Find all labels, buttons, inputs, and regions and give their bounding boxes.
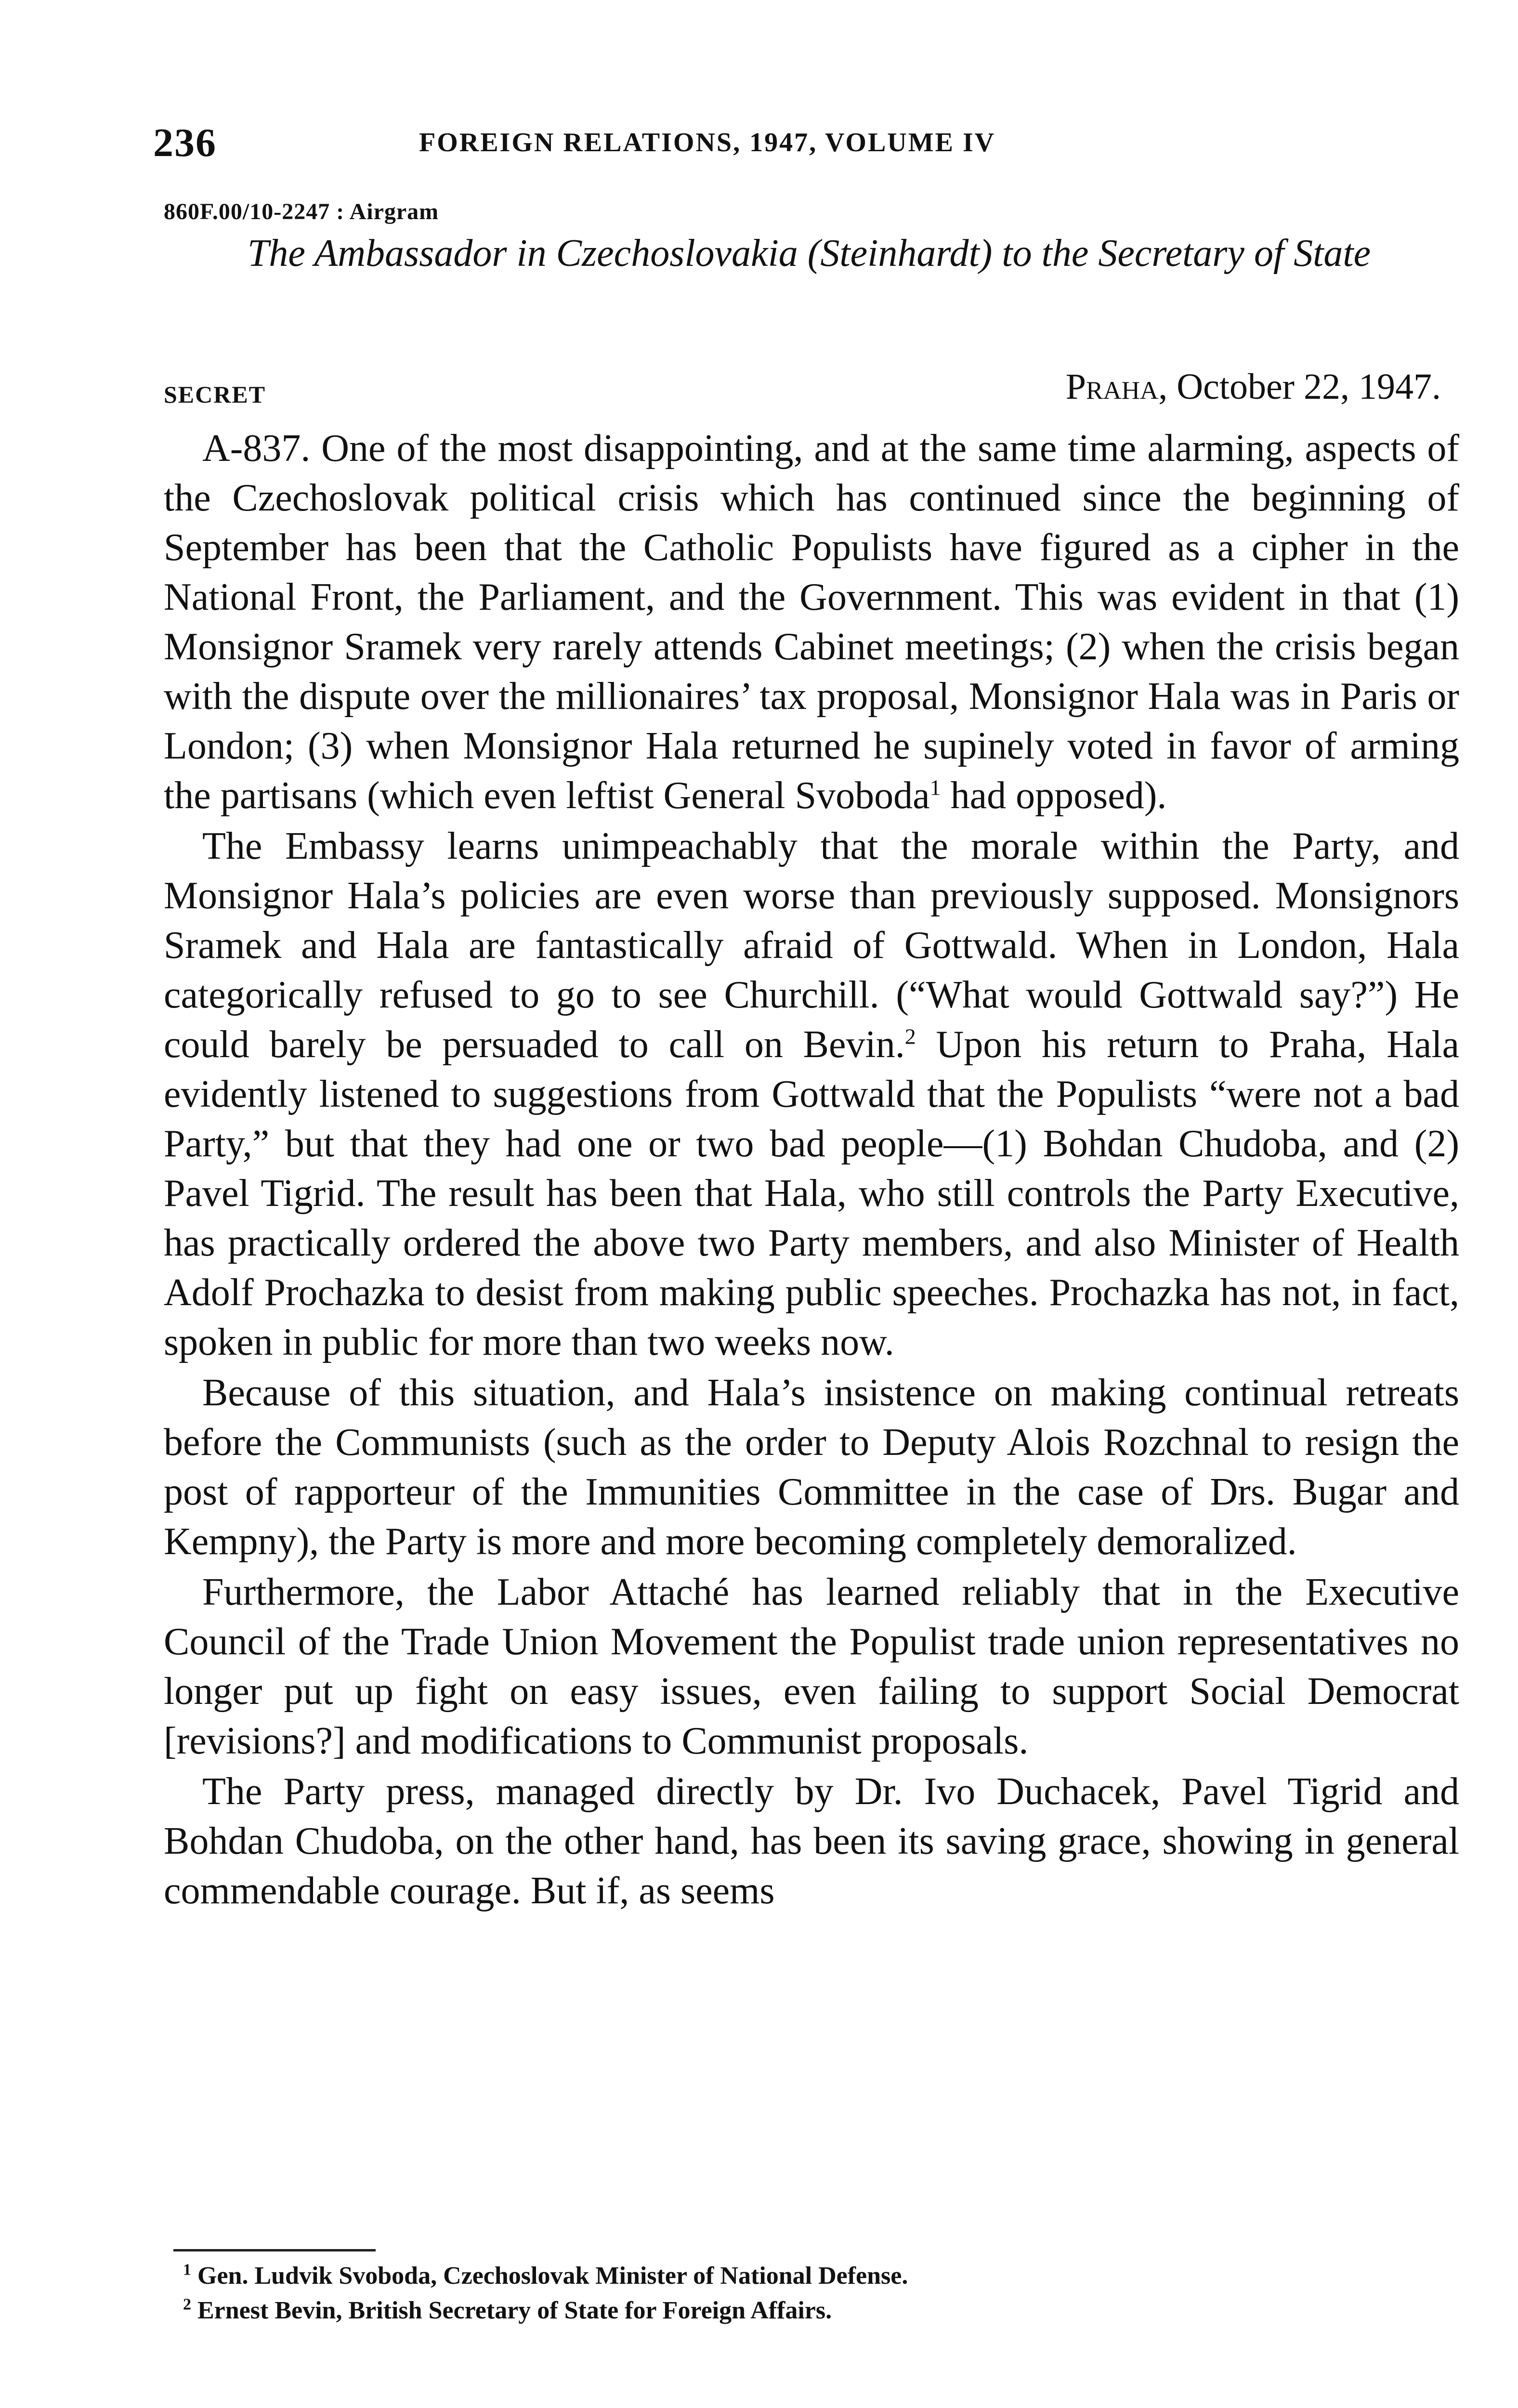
paragraph-2-text-a: The Embassy learns unimpeachably that the morale within the Party, and Monsignor Hala’s policies are even worse than previously supposed. Monsignors Sramek and Hala are fantastically afraid of Gottwald. When in London, Hala categorically refused to go to see Churchill. (“What would Gottwald say?”) He could barely be persuaded to call on Bevin. xyxy=(164,825,1459,1066)
paragraph-1-text-a: A-837. One of the most disappointing, and at the same time alarming, aspects of the Czechoslovak political crisis which has continued since the beginning of September has been that the Catholic Populists have figured as a cipher in the National Front, the Parliament, and the Government. This was evident in that (1) Monsignor Sramek very rarely attends Cabinet meetings; (2) when the crisis began with the dispute over the millionaires’ tax proposal, Monsignor Hala was in Paris or London; (3) when Monsignor Hala returned he supinely voted in favor of arming the partisans (which even leftist General Svoboda xyxy=(164,427,1459,817)
footnote-ref-2: 2 xyxy=(904,1024,916,1049)
running-title: FOREIGN RELATIONS, 1947, VOLUME IV xyxy=(419,128,996,157)
paragraph-1-text-b: had opposed). xyxy=(941,774,1167,817)
place-name: Praha, xyxy=(1065,366,1168,407)
paragraph-4: Furthermore, the Labor Attaché has learned reliably that in the Executive Council of the Trade Union Movement the Populist trade union representatives no longer put up fight on easy issues, even failing to support Social Democrat [revisions?] and modifications to Communist proposals. xyxy=(164,1571,1459,1762)
page-header xyxy=(153,119,1463,172)
footnotes xyxy=(183,2259,1454,2328)
footnote-marker-2: 2 xyxy=(183,2295,191,2314)
document-title: The Ambassador in Czechoslovakia (Steinhardt) to the Secretary of State xyxy=(247,232,1371,275)
document-date: October 22, 1947. xyxy=(1177,366,1441,407)
footnote-marker-1: 1 xyxy=(183,2261,191,2279)
paragraph-5: The Party press, managed directly by Dr. Ivo Duchacek, Pavel Tigrid and Bohdan Chudoba, on the other hand, has been its saving grace, showing in general commendable courage. But if, as seems xyxy=(164,1770,1459,1912)
place-date-line xyxy=(1066,366,1441,408)
page-number: 236 xyxy=(153,120,217,165)
paragraph-2-text-b: Upon his return to Praha, Hala evidently listened to suggestions from Gottwald that the Populists “were not a bad Party,” but that they had one or two bad people—(1) Bohdan Chudoba, and (2) Pavel Tigrid. The result has been that Hala, who still controls the Party Executive, has practically ordered the above two Party members, and also Minister of Health Adolf Prochazka to desist from making public speeches. Prochazka has not, in fact, spoken in public for more than two weeks now. xyxy=(164,1023,1459,1363)
footnote-2 xyxy=(183,2293,1454,2328)
paragraph-2 xyxy=(164,822,1459,1367)
footnote-text-2: Ernest Bevin, British Secretary of State for Foreign Affairs. xyxy=(197,2297,832,2324)
footnote-ref-1: 1 xyxy=(929,775,941,800)
paragraph-3: Because of this situation, and Hala’s insistence on making continual retreats before the Communists (such as the order to Deputy Alois Rozchnal to resign the post of rapporteur of the Immunities Committee in the case of Drs. Bugar and Kempny), the Party is more and more becoming completely demoralized. xyxy=(164,1372,1459,1563)
body-text xyxy=(164,424,1459,1916)
footnote-1 xyxy=(183,2259,1454,2293)
paragraph-1 xyxy=(164,424,1459,821)
classification-label: SECRET xyxy=(164,381,266,408)
file-reference: 860F.00/10-2247 : Airgram xyxy=(164,199,439,224)
footnote-text-1: Gen. Ludvik Svoboda, Czechoslovak Minister of National Defense. xyxy=(197,2262,908,2290)
footnote-divider xyxy=(173,2249,376,2251)
